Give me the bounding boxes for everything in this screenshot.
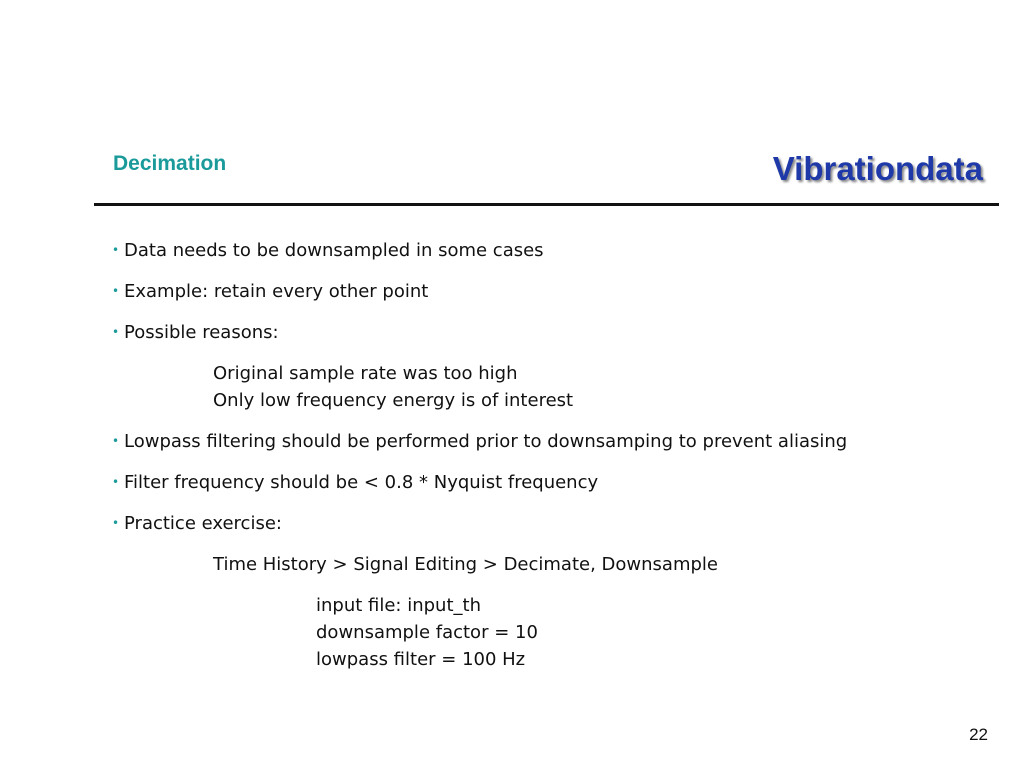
bullet-item [112,469,599,496]
bullet-dot-icon: • [112,325,120,339]
exercise-detail: lowpass filter = 100 Hz [316,649,526,670]
bullet-dot-icon: • [112,475,120,489]
slide-title: Decimation [113,152,227,175]
bullet-dot-icon: • [112,516,120,530]
bullet-item [112,237,544,264]
vibrationdata-logo: Vibrationdata [772,150,983,187]
exercise-detail: input file: input_th [316,595,481,616]
bullet-text: Data needs to be downsampled in some cases [124,240,544,261]
header-divider [94,203,999,206]
bullet-dot-icon: • [112,284,120,298]
bullet-text: Lowpass filtering should be performed prior to downsamping to prevent aliasing [124,431,848,452]
bullet-text: Example: retain every other point [124,281,429,302]
exercise-detail: downsample factor = 10 [316,622,538,643]
exercise-path: Time History > Signal Editing > Decimate, Downsample [213,554,718,575]
page-number: 22 [969,725,988,744]
bullet-item [112,510,282,537]
bullet-text: Filter frequency should be < 0.8 * Nyquist frequency [124,472,599,493]
bullet-item [112,428,848,455]
bullet-text: Possible reasons: [124,322,279,343]
reason-item: Original sample rate was too high [213,363,518,384]
bullet-item [112,319,279,346]
bullet-dot-icon: • [112,434,120,448]
bullet-dot-icon: • [112,243,120,257]
bullet-item [112,278,429,305]
bullet-text: Practice exercise: [124,513,282,534]
reason-item: Only low frequency energy is of interest [213,390,574,411]
